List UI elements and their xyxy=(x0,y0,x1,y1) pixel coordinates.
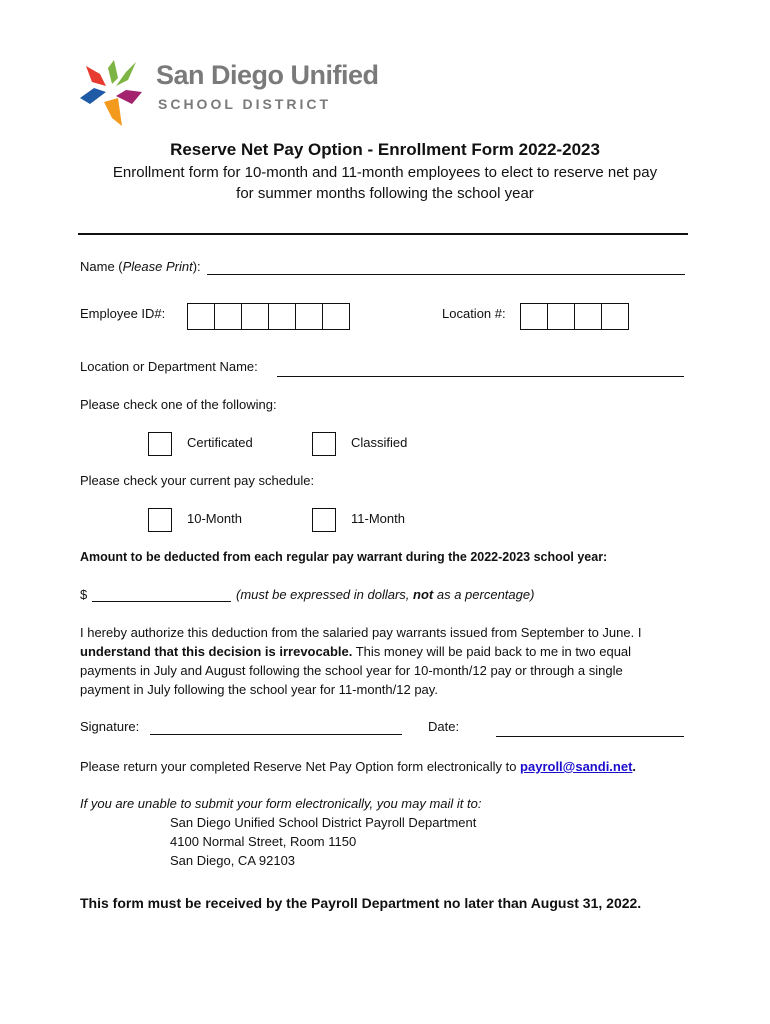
form-title: Reserve Net Pay Option - Enrollment Form 2022-2023 xyxy=(170,140,600,159)
title-divider xyxy=(78,233,688,235)
mail-address-line1: San Diego Unified School District Payroll Department xyxy=(170,815,477,830)
pay-schedule-prompt: Please check your current pay schedule: xyxy=(80,473,315,488)
district-logo xyxy=(78,58,379,128)
amount-heading: Amount to be deducted from each regular pay warrant during the 2022-2023 school year: xyxy=(80,550,608,564)
logo-petal-red xyxy=(86,66,106,86)
name-label: Name (Please Print): xyxy=(80,259,201,274)
location-name-label: Location or Department Name: xyxy=(80,359,258,374)
authorization-line2: understand that this decision is irrevocable. This money will be paid back to me in two equal xyxy=(80,644,632,659)
mail-intro: If you are unable to submit your form electronically, you may mail it to: xyxy=(80,796,482,811)
certificated-checkbox[interactable] xyxy=(148,432,172,456)
currency-symbol: $ xyxy=(80,587,88,602)
date-field[interactable] xyxy=(496,736,684,737)
logo-petal-blue xyxy=(80,88,106,104)
ten-month-label: 10-Month xyxy=(187,511,242,526)
form-subtitle-line1: Enrollment form for 10-month and 11-month employees to elect to reserve net pay xyxy=(112,164,658,181)
signature-label: Signature: xyxy=(80,719,140,734)
employee-id-boxes[interactable] xyxy=(187,303,350,330)
eleven-month-label: 11-Month xyxy=(351,511,405,526)
authorization-line3: payments in July and August following the school year for 10-month/12 pay or through a single xyxy=(80,663,623,678)
location-number-label: Location #: xyxy=(442,306,506,321)
authorization-line1: I hereby authorize this deduction from the salaried pay warrants issued from September to June. I xyxy=(80,625,642,640)
certificated-label: Certificated xyxy=(187,435,253,450)
signature-field[interactable] xyxy=(150,734,402,735)
mail-address-line3: San Diego, CA 92103 xyxy=(170,853,296,868)
employee-type-prompt: Please check one of the following: xyxy=(80,397,277,412)
location-number-boxes[interactable] xyxy=(520,303,629,330)
classified-checkbox[interactable] xyxy=(312,432,336,456)
classified-label: Classified xyxy=(351,435,408,450)
payroll-email-link[interactable]: payroll@sandi.net xyxy=(520,759,633,774)
date-label: Date: xyxy=(428,719,460,734)
logo-petal-green-small xyxy=(108,60,118,84)
amount-field[interactable] xyxy=(92,601,231,602)
mail-address-line2: 4100 Normal Street, Room 1150 xyxy=(170,834,357,849)
logo-petal-green xyxy=(116,62,136,86)
logo-subname: SCHOOL DISTRICT xyxy=(158,96,332,112)
name-field[interactable] xyxy=(207,274,685,275)
star-logo-icon xyxy=(78,58,144,128)
logo-petal-orange xyxy=(104,98,122,126)
form-subtitle-line2: for summer months following the school year xyxy=(236,185,534,202)
authorization-line4: payment in July following the school year for 11-month/12 pay. xyxy=(80,682,438,697)
logo-name: San Diego Unified xyxy=(156,60,379,90)
amount-note: (must be expressed in dollars, not as a percentage) xyxy=(236,587,535,602)
deadline-notice: This form must be received by the Payroll Department no later than August 31, 2022. xyxy=(80,895,642,911)
logo-petal-magenta xyxy=(116,90,142,104)
location-name-field[interactable] xyxy=(277,376,684,377)
eleven-month-checkbox[interactable] xyxy=(312,508,336,532)
ten-month-checkbox[interactable] xyxy=(148,508,172,532)
return-instructions: Please return your completed Reserve Net Pay Option form electronically to payroll@sandi.net. xyxy=(80,759,637,774)
employee-id-label: Employee ID#: xyxy=(80,306,166,321)
